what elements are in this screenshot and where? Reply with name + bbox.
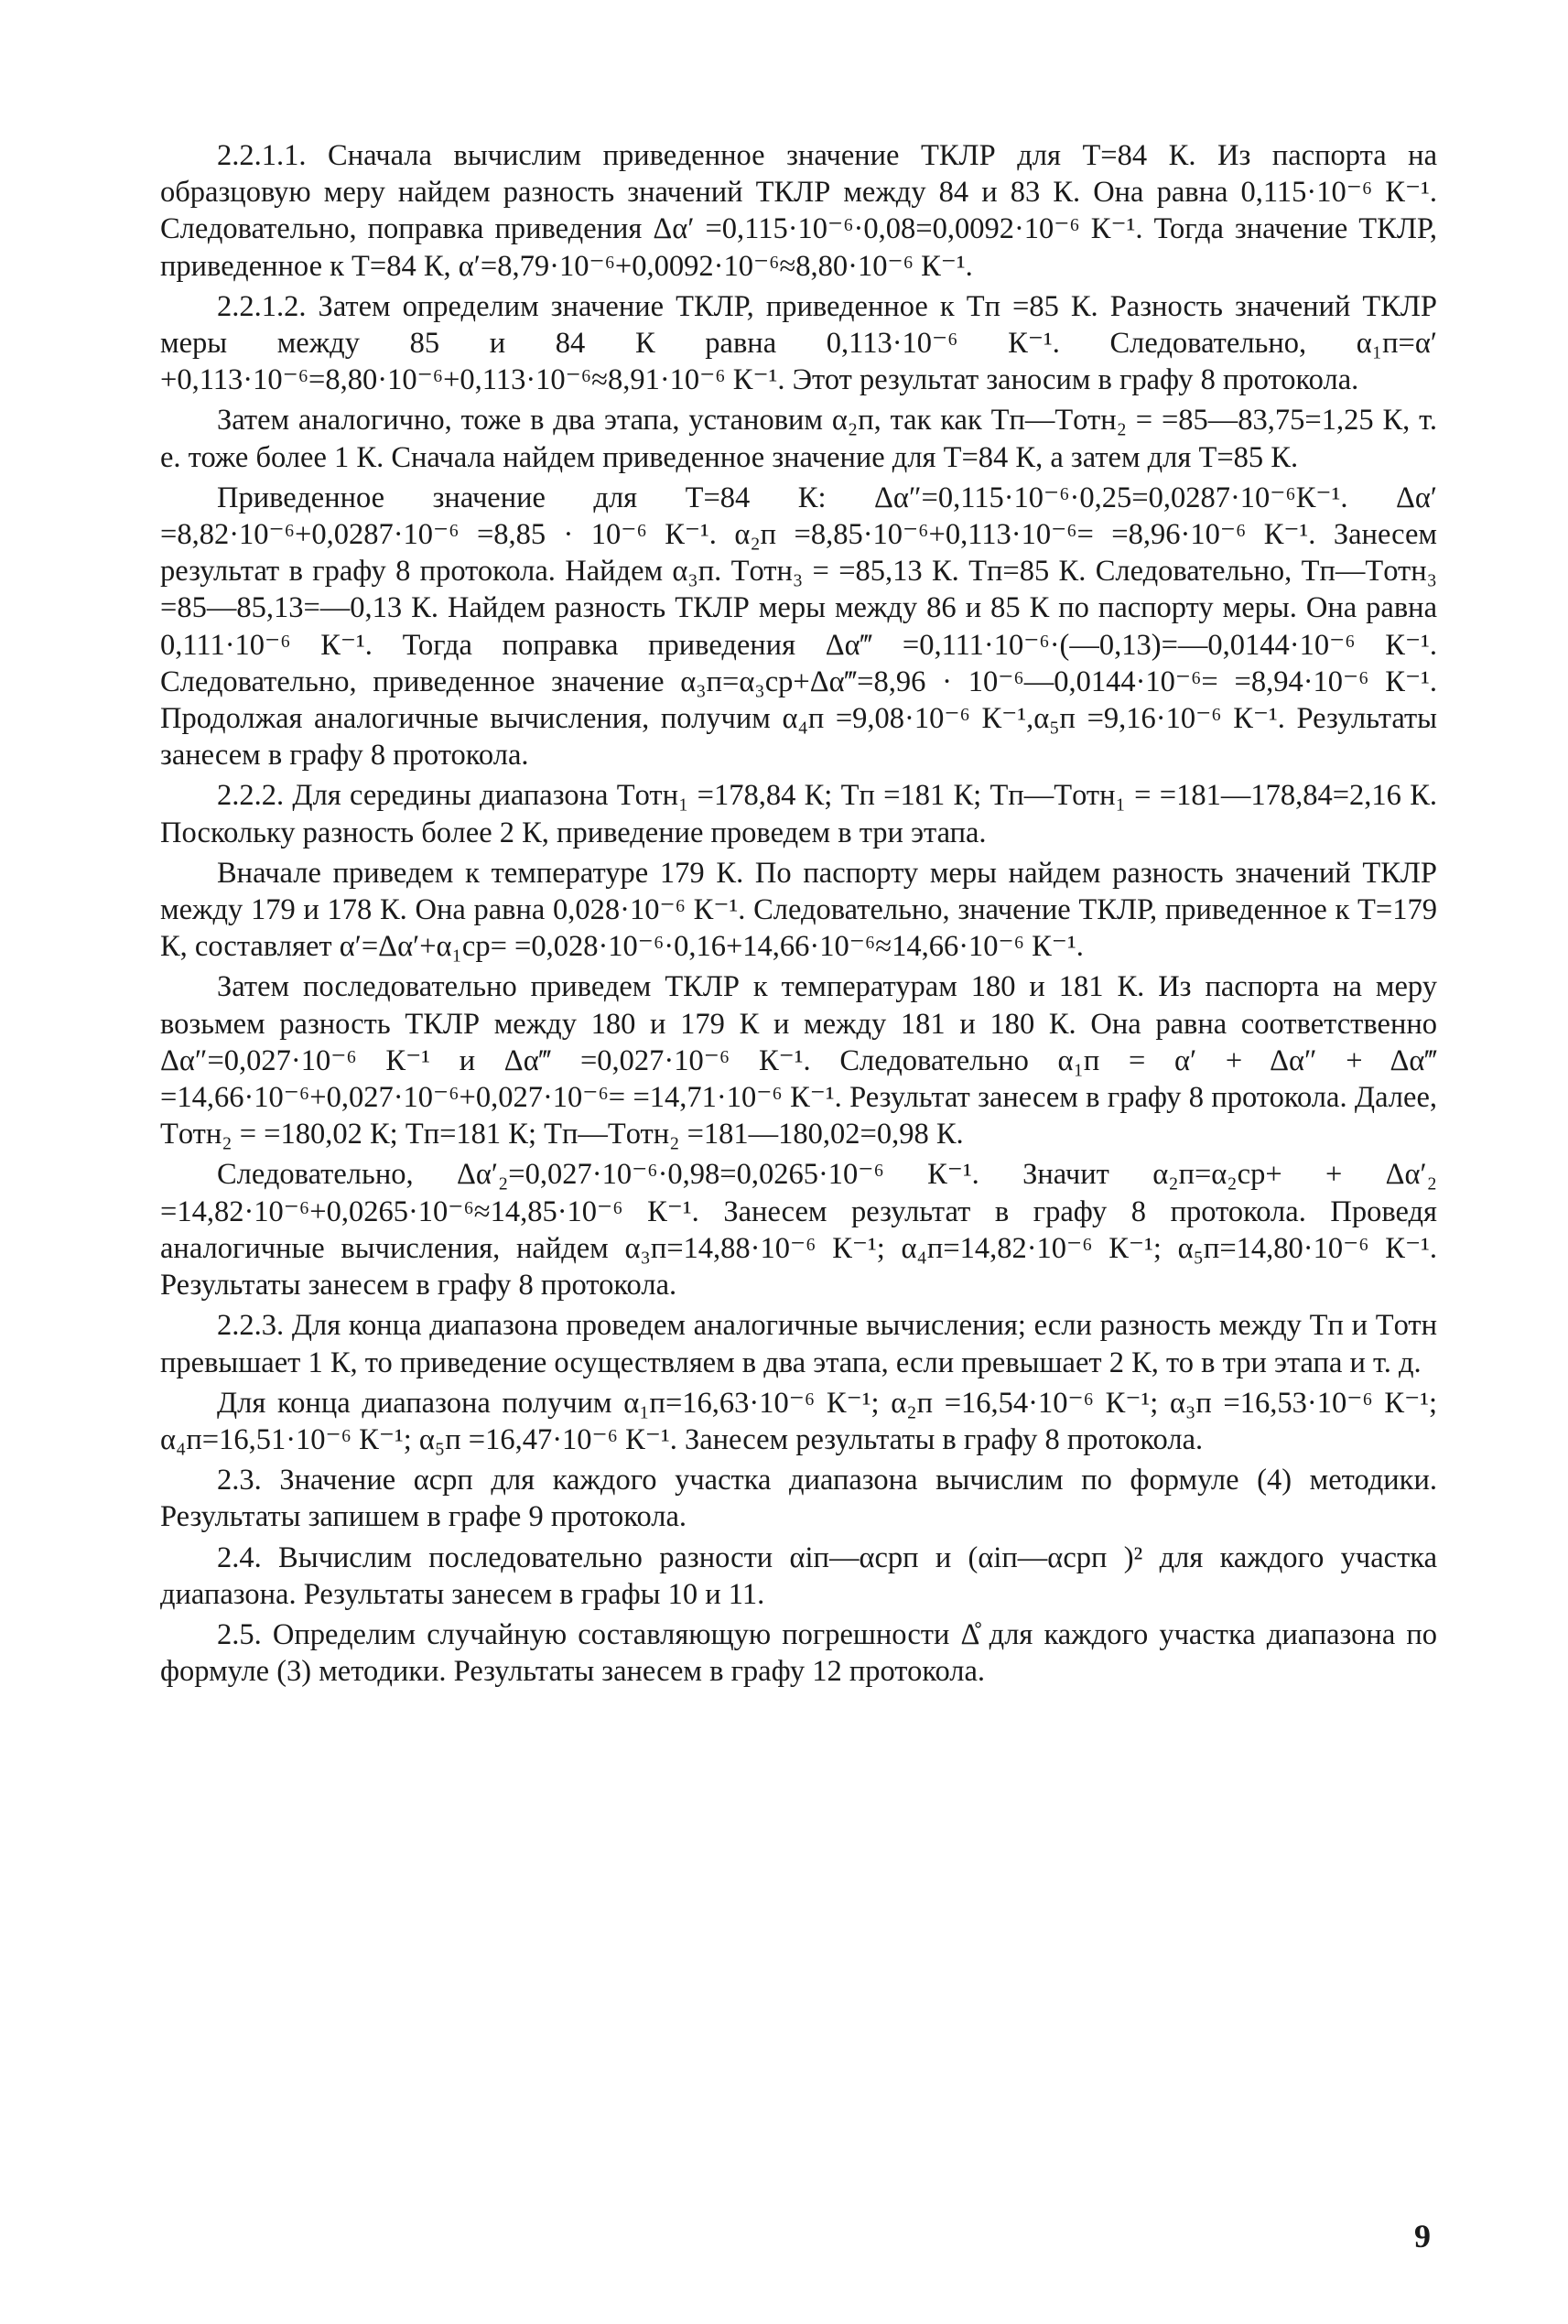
- paragraph-2-3: 2.3. Значение αсрп для каждого участка диапазона вычислим по формуле (4) методики. Результаты запишем в графе 9 протокола.: [160, 1464, 1437, 1534]
- paragraph-180-181k: Затем последовательно приведем ТКЛР к температурам 180 и 181 К. Из паспорта на меру возьмем разность ТКЛР между 180 и 179 К и между 181 и 180 К. Она равна соответственно Δα″=0,027·10⁻⁶ К⁻¹ и Δα‴ =0,027·10⁻⁶ К⁻¹. Следовательно α₁п = α′ + Δα″ + Δα‴ =14,66·10⁻⁶+0,027·10⁻⁶+0,027·10⁻⁶= =14,71·10⁻⁶ К⁻¹. Результат занесем в графу 8 протокола. Далее, Tотн₂ = =180,02 К; Tп=181 К; Tп—Tотн₂ =181—180,02=0,98 К.: [160, 970, 1437, 1151]
- page-number: 9: [1414, 2218, 1431, 2254]
- paragraph-2-2-3: 2.2.3. Для конца диапазона проведем аналогичные вычисления; если разность между Tп и Tотн превышает 1 К, то приведение осуществляем в два этапа, если превышает 2 К, то в три этапа и т. д.: [160, 1309, 1437, 1379]
- paragraph-2-2-1-2: 2.2.1.2. Затем определим значение ТКЛР, приведенное к Tп =85 К. Разность значений ТКЛР меры между 85 и 84 К равна 0,113·10⁻⁶ К⁻¹. Следовательно, α₁п=α′+0,113·10⁻⁶=8,80·10⁻⁶+0,113·10⁻⁶≈8,91·10⁻⁶ К⁻¹. Этот результат заносим в графу 8 протокола.: [160, 289, 1437, 397]
- paragraph-2-2-2: 2.2.2. Для середины диапазона Tотн₁ =178,84 К; Tп =181 К; Tп—Tотн₁ = =181—178,84=2,16 К. Поскольку разность более 2 К, приведение проведем в три этапа.: [160, 779, 1437, 849]
- paragraph-179k: Вначале приведем к температуре 179 К. По паспорту меры найдем разность значений ТКЛР между 179 и 178 К. Она равна 0,028·10⁻⁶ К⁻¹. Следовательно, значение ТКЛР, приведенное к T=179 К, составляет α′=Δα′+α₁ср= =0,028·10⁻⁶·0,16+14,66·10⁻⁶≈14,66·10⁻⁶ К⁻¹.: [160, 856, 1437, 964]
- paragraph-range-end: Для конца диапазона получим α₁п=16,63·10⁻⁶ К⁻¹; α₂п =16,54·10⁻⁶ К⁻¹; α₃п =16,53·10⁻⁶ К⁻¹; α₄п=16,51·10⁻⁶ К⁻¹; α₅п =16,47·10⁻⁶ К⁻¹. Занесем результаты в графу 8 протокола.: [160, 1386, 1437, 1456]
- paragraph-2-5: 2.5. Определим случайную составляющую погрешности Δ̊ для каждого участка диапазона по формуле (3) методики. Результаты занесем в графу 12 протокола.: [160, 1617, 1437, 1689]
- paragraph-2-2-1-1: 2.2.1.1. Сначала вычислим приведенное значение ТКЛР для T=84 К. Из паспорта на образцовую меру найдем разность значений ТКЛР между 84 и 83 К. Она равна 0,115·10⁻⁶ К⁻¹. Следовательно, поправка приведения Δα′ =0,115·10⁻⁶·0,08=0,0092·10⁻⁶ К⁻¹. Тогда значение ТКЛР, приведенное к Т=84 К, α′=8,79·10⁻⁶+0,0092·10⁻⁶≈8,80·10⁻⁶ К⁻¹.: [160, 139, 1437, 283]
- paragraph-reduced-value: Приведенное значение для T=84 К: Δα″=0,115·10⁻⁶·0,25=0,0287·10⁻⁶К⁻¹. Δα′ =8,82·10⁻⁶+0,0287·10⁻⁶ =8,85 · 10⁻⁶ К⁻¹. α₂п =8,85·10⁻⁶+0,113·10⁻⁶= =8,96·10⁻⁶ К⁻¹. Занесем результат в графу 8 протокола. Найдем α₃п. Tотн₃ = =85,13 К. Tп=85 К. Следовательно, Tп—Tотн₃ =85—85,13=—0,13 К. Найдем разность ТКЛР меры между 86 и 85 К по паспорту меры. Она равна 0,111·10⁻⁶ К⁻¹. Тогда поправка приведения Δα‴ =0,111·10⁻⁶·(—0,13)=—0,0144·10⁻⁶ К⁻¹. Следовательно, приведенное значение α₃п=α₃ср+Δα‴=8,96 · 10⁻⁶—0,0144·10⁻⁶= =8,94·10⁻⁶ К⁻¹. Продолжая аналогичные вычисления, получим α₄п =9,08·10⁻⁶ К⁻¹,α₅п =9,16·10⁻⁶ К⁻¹. Результаты занесем в графу 8 протокола.: [160, 481, 1437, 773]
- paragraph-alpha2: Затем аналогично, тоже в два этапа, установим α₂п, так как Tп—Tотн₂ = =85—83,75=1,25 К, т. е. тоже более 1 К. Сначала найдем приведенное значение для T=84 К, а затем для T=85 К.: [160, 404, 1437, 474]
- paragraph-2-4: 2.4. Вычислим последовательно разности αiп—αсрп и (αiп—αсрп )² для каждого участка диапазона. Результаты занесем в графы 10 и 11.: [160, 1540, 1437, 1611]
- document-body: [160, 137, 1437, 1693]
- paragraph-delta-alpha2: Следовательно, Δα′₂=0,027·10⁻⁶·0,98=0,0265·10⁻⁶ К⁻¹. Значит α₂п=α₂ср+ + Δα′₂ =14,82·10⁻⁶+0,0265·10⁻⁶≈14,85·10⁻⁶ К⁻¹. Занесем результат в графу 8 протокола. Проведя аналогичные вычисления, найдем α₃п=14,88·10⁻⁶ К⁻¹; α₄п=14,82·10⁻⁶ К⁻¹; α₅п=14,80·10⁻⁶ К⁻¹. Результаты занесем в графу 8 протокола.: [160, 1158, 1437, 1303]
